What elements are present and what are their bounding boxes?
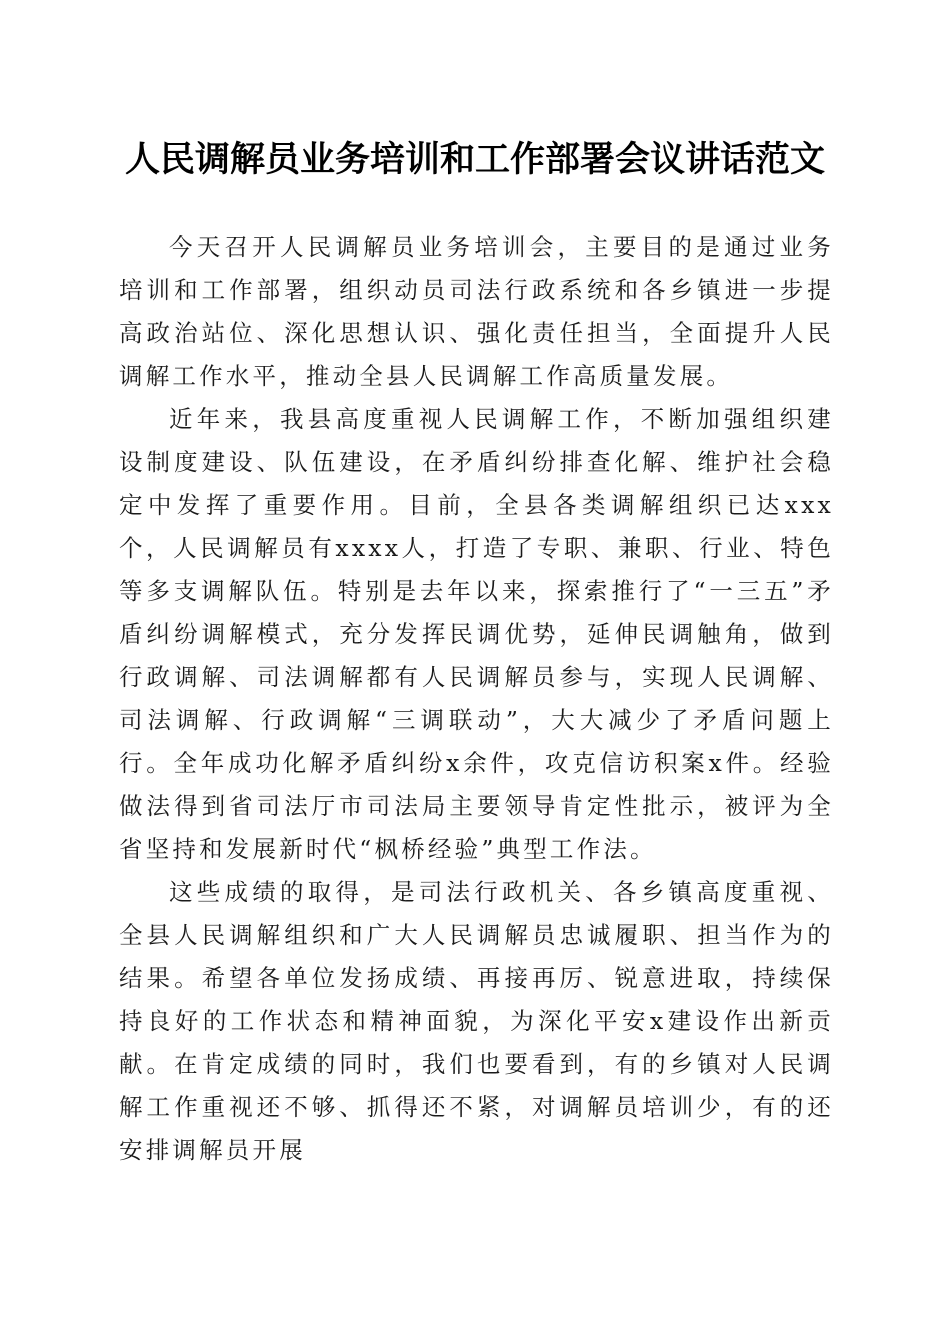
paragraph-achievements: 近年来，我县高度重视人民调解工作，不断加强组织建设制度建设、队伍建设，在矛盾纠纷排查化解、维护社会稳定中发挥了重要作用。目前，全县各类调解组织已达xxx个，人民调解员有xxxx人，打造了专职、兼职、行业、特色等多支调解队伍。特别是去年以来，探索推行了“一三五”矛盾纠纷调解模式，充分发挥民调优势，延伸民调触角，做到行政调解、司法调解都有人民调解员参与，实现人民调解、司法调解、行政调解“三调联动”，大大减少了矛盾问题上行。全年成功化解矛盾纠纷x余件，攻克信访积案x件。经验做法得到省司法厅市司法局主要领导肯定性批示，被评为全省坚持和发展新时代“枫桥经验”典型工作法。 bbox=[119, 405, 834, 863]
document-title: 人民调解员业务培训和工作部署会议讲话范文 bbox=[124, 139, 825, 180]
paragraph-evaluation: 这些成绩的取得，是司法行政机关、各乡镇高度重视、全县人民调解组织和广大人民调解员忠诚履职、担当作为的结果。希望各单位发扬成绩、再接再厉、锐意进取，持续保持良好的工作状态和精神面貌，为深化平安x建设作出新贡献。在肯定成绩的同时，我们也要看到，有的乡镇对人民调解工作重视还不够、抓得还不紧，对调解员培训少，有的还安排调解员开展 bbox=[119, 878, 834, 1164]
paragraph-purpose: 今天召开人民调解员业务培训会，主要目的是通过业务培训和工作部署，组织动员司法行政系统和各乡镇进一步提高政治站位、深化思想认识、强化责任担当，全面提升人民调解工作水平，推动全县人民调解工作高质量发展。 bbox=[119, 233, 834, 390]
document-body bbox=[119, 226, 834, 1172]
